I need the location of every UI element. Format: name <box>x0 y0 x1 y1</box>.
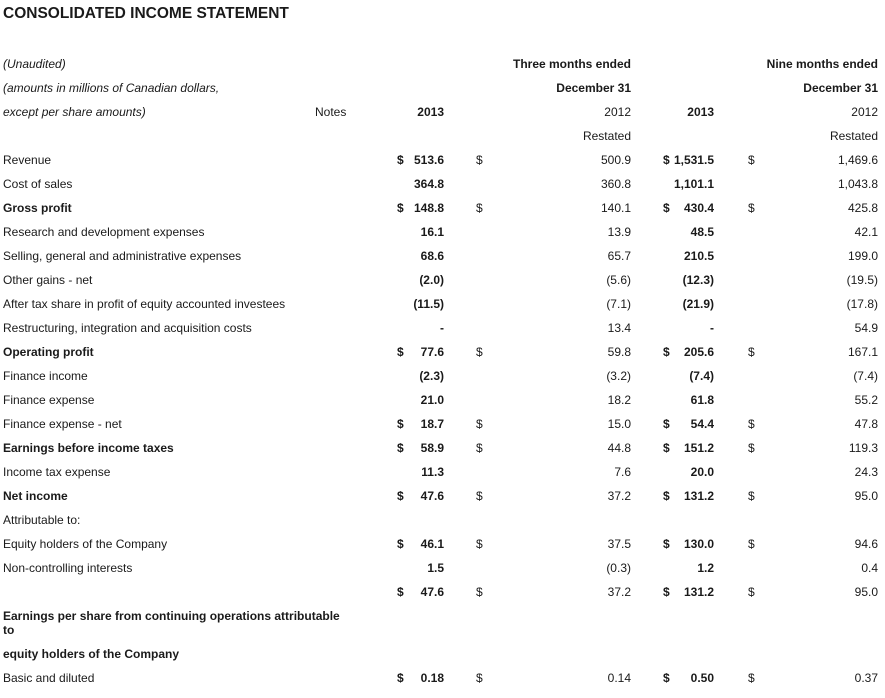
value-2012-nine: 95.0 <box>854 489 878 503</box>
value-2012-three: (5.6) <box>606 273 631 287</box>
currency-symbol: $ <box>663 585 670 599</box>
currency-symbol: $ <box>397 537 404 551</box>
value-2012-nine: 0.37 <box>854 671 878 685</box>
table-row <box>0 465 885 489</box>
table-row <box>0 273 885 297</box>
value-2013-three: 58.9 <box>420 441 444 455</box>
currency-symbol: $ <box>476 345 483 359</box>
header-year-2012-nine: 2012 <box>851 105 878 119</box>
header-amounts-note: (amounts in millions of Canadian dollars, <box>3 81 220 95</box>
currency-symbol: $ <box>748 441 755 455</box>
value-2013-three: 513.6 <box>413 153 444 167</box>
value-2013-nine: 1,531.5 <box>673 153 714 167</box>
row-label: Cost of sales <box>3 177 73 191</box>
currency-symbol: $ <box>397 585 404 599</box>
currency-symbol: $ <box>748 345 755 359</box>
table-row <box>0 441 885 465</box>
value-2013-nine: 131.2 <box>683 585 714 599</box>
table-row <box>0 537 885 561</box>
value-2013-three: (11.5) <box>413 297 444 311</box>
value-2013-nine: 61.8 <box>690 393 714 407</box>
row-label: Restructuring, integration and acquisition costs <box>3 321 252 335</box>
value-2013-three: - <box>440 321 444 335</box>
eps-heading-continued: equity holders of the Company <box>3 647 180 661</box>
row-label: Selling, general and administrative expenses <box>3 249 242 263</box>
row-label: Attributable to: <box>3 513 81 527</box>
value-2012-three: 13.9 <box>607 225 631 239</box>
table-row <box>0 585 885 609</box>
value-2013-nine: 0.50 <box>690 671 714 685</box>
currency-symbol: $ <box>397 441 404 455</box>
eps-row <box>0 671 885 695</box>
value-2012-nine: 95.0 <box>854 585 878 599</box>
value-2012-three: 140.1 <box>600 201 631 215</box>
value-2013-nine: 151.2 <box>683 441 714 455</box>
value-2012-three: 44.8 <box>607 441 631 455</box>
value-2012-nine: 1,043.8 <box>837 177 878 191</box>
value-2013-nine: 130.0 <box>683 537 714 551</box>
currency-symbol: $ <box>663 537 670 551</box>
value-2012-three: 37.2 <box>607 585 631 599</box>
table-row <box>0 369 885 393</box>
row-label: Equity holders of the Company <box>3 537 168 551</box>
header-restated-nine: Restated <box>829 129 878 143</box>
currency-symbol: $ <box>397 153 404 167</box>
value-2013-three: (2.0) <box>419 273 444 287</box>
value-2013-nine: (21.9) <box>682 297 714 311</box>
value-2012-nine: 47.8 <box>854 417 878 431</box>
currency-symbol: $ <box>476 671 483 685</box>
currency-symbol: $ <box>748 417 755 431</box>
currency-symbol: $ <box>663 441 670 455</box>
page-title: CONSOLIDATED INCOME STATEMENT <box>3 5 289 22</box>
value-2013-nine: 430.4 <box>683 201 714 215</box>
row-label: Finance expense - net <box>3 417 122 431</box>
currency-symbol: $ <box>397 489 404 503</box>
currency-symbol: $ <box>397 345 404 359</box>
header-per-share-note: except per share amounts) <box>3 105 146 119</box>
currency-symbol: $ <box>663 153 670 167</box>
table-row <box>0 561 885 585</box>
header-nine-months-date: December 31 <box>803 81 878 95</box>
currency-symbol: $ <box>748 671 755 685</box>
table-row <box>0 201 885 225</box>
value-2012-three: 15.0 <box>607 417 631 431</box>
currency-symbol: $ <box>476 441 483 455</box>
table-row <box>0 513 885 537</box>
value-2013-three: 77.6 <box>420 345 444 359</box>
row-label: Operating profit <box>3 345 94 359</box>
table-row <box>0 177 885 201</box>
row-label: Research and development expenses <box>3 225 205 239</box>
row-label: After tax share in profit of equity accounted investees <box>3 297 286 311</box>
row-label: Basic and diluted <box>3 671 95 685</box>
table-row <box>0 249 885 273</box>
value-2012-three: 13.4 <box>607 321 631 335</box>
value-2013-three: 364.8 <box>413 177 444 191</box>
value-2012-nine: 55.2 <box>854 393 878 407</box>
value-2012-nine: 94.6 <box>854 537 878 551</box>
value-2013-three: 11.3 <box>421 465 444 479</box>
currency-symbol: $ <box>476 537 483 551</box>
table-row <box>0 393 885 417</box>
value-2013-nine: 48.5 <box>690 225 714 239</box>
currency-symbol: $ <box>663 345 670 359</box>
currency-symbol: $ <box>663 671 670 685</box>
value-2013-nine: 1.2 <box>697 561 714 575</box>
currency-symbol: $ <box>397 417 404 431</box>
value-2013-nine: (12.3) <box>682 273 714 287</box>
value-2013-nine: 20.0 <box>690 465 714 479</box>
currency-symbol: $ <box>663 201 670 215</box>
value-2012-nine: (17.8) <box>846 297 878 311</box>
value-2012-nine: (7.4) <box>853 369 878 383</box>
currency-symbol: $ <box>748 537 755 551</box>
header-notes-column: Notes <box>315 105 347 119</box>
currency-symbol: $ <box>476 201 483 215</box>
currency-symbol: $ <box>397 671 404 685</box>
value-2013-nine: (7.4) <box>689 369 714 383</box>
currency-symbol: $ <box>397 201 404 215</box>
value-2012-three: 500.9 <box>600 153 631 167</box>
value-2012-nine: 425.8 <box>847 201 878 215</box>
value-2013-three: 47.6 <box>420 489 444 503</box>
table-row <box>0 489 885 513</box>
table-row <box>0 417 885 441</box>
value-2013-three: 1.5 <box>427 561 444 575</box>
value-2012-three: 37.5 <box>607 537 631 551</box>
currency-symbol: $ <box>748 489 755 503</box>
header-unaudited-note: (Unaudited) <box>3 57 66 71</box>
value-2013-three: 68.6 <box>420 249 444 263</box>
value-2012-nine: 119.3 <box>848 441 878 455</box>
header-nine-months: Nine months ended <box>766 57 878 71</box>
row-label: Non-controlling interests <box>3 561 133 575</box>
value-2013-nine: 131.2 <box>683 489 714 503</box>
value-2012-three: 7.6 <box>614 465 631 479</box>
table-row <box>0 225 885 249</box>
value-2012-nine: 0.4 <box>861 561 878 575</box>
value-2013-three: 47.6 <box>420 585 444 599</box>
value-2013-nine: 54.4 <box>690 417 714 431</box>
value-2013-three: (2.3) <box>419 369 444 383</box>
row-label: Finance income <box>3 369 88 383</box>
value-2012-three: 18.2 <box>607 393 631 407</box>
value-2012-nine: (19.5) <box>846 273 878 287</box>
value-2012-three: 65.7 <box>607 249 631 263</box>
currency-symbol: $ <box>663 489 670 503</box>
value-2012-three: 360.8 <box>600 177 631 191</box>
value-2013-three: 46.1 <box>420 537 444 551</box>
value-2012-three: (0.3) <box>606 561 631 575</box>
row-label: Earnings before income taxes <box>3 441 174 455</box>
header-year-2012-three: 2012 <box>604 105 631 119</box>
currency-symbol: $ <box>663 417 670 431</box>
header-three-months: Three months ended <box>512 57 631 71</box>
value-2012-three: 0.14 <box>607 671 631 685</box>
value-2013-three: 148.8 <box>413 201 444 215</box>
value-2013-nine: 205.6 <box>683 345 714 359</box>
value-2013-three: 0.18 <box>420 671 444 685</box>
value-2013-nine: 1,101.1 <box>673 177 714 191</box>
row-label: Other gains - net <box>3 273 93 287</box>
currency-symbol: $ <box>476 417 483 431</box>
value-2012-nine: 167.1 <box>847 345 878 359</box>
header-year-2013-nine: 2013 <box>687 105 714 119</box>
row-label: Income tax expense <box>3 465 111 479</box>
header-three-months-date: December 31 <box>556 81 631 95</box>
value-2013-three: 21.0 <box>420 393 444 407</box>
row-label: Net income <box>3 489 68 503</box>
value-2012-three: (3.2) <box>606 369 631 383</box>
value-2012-three: (7.1) <box>606 297 631 311</box>
table-row <box>0 297 885 321</box>
row-label: Finance expense <box>3 393 95 407</box>
table-row <box>0 321 885 345</box>
currency-symbol: $ <box>476 585 483 599</box>
value-2012-nine: 54.9 <box>854 321 878 335</box>
value-2012-nine: 24.3 <box>854 465 878 479</box>
table-row <box>0 153 885 177</box>
value-2013-nine: - <box>710 321 714 335</box>
value-2013-three: 18.7 <box>420 417 444 431</box>
eps-heading: Earnings per share from continuing operations attributable to <box>3 609 340 637</box>
table-row <box>0 345 885 369</box>
row-label: Revenue <box>3 153 52 167</box>
value-2013-three: 16.1 <box>420 225 444 239</box>
value-2012-three: 59.8 <box>607 345 631 359</box>
header-restated-three: Restated <box>582 129 631 143</box>
value-2012-nine: 1,469.6 <box>837 153 878 167</box>
currency-symbol: $ <box>476 489 483 503</box>
header-year-2013-three: 2013 <box>417 105 444 119</box>
value-2012-three: 37.2 <box>607 489 631 503</box>
value-2013-nine: 210.5 <box>683 249 714 263</box>
currency-symbol: $ <box>748 585 755 599</box>
row-label: Gross profit <box>3 201 72 215</box>
currency-symbol: $ <box>748 153 755 167</box>
currency-symbol: $ <box>476 153 483 167</box>
value-2012-nine: 42.1 <box>854 225 878 239</box>
value-2012-nine: 199.0 <box>847 249 878 263</box>
currency-symbol: $ <box>748 201 755 215</box>
